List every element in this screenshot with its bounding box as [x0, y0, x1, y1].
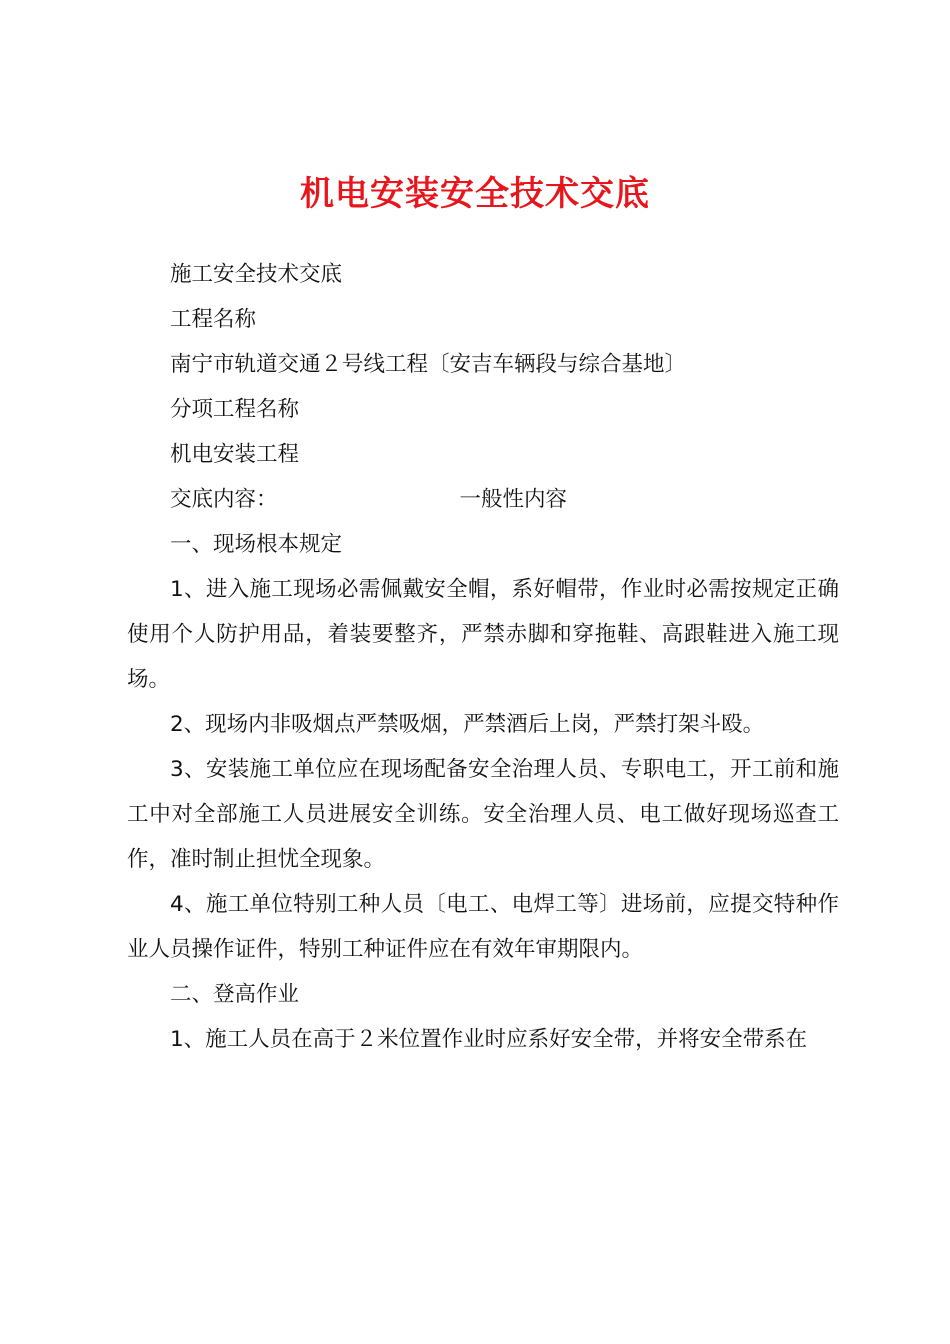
content-row	[127, 477, 839, 522]
section-heading-2: 二、登高作业	[170, 982, 300, 1007]
document-body	[127, 252, 839, 1062]
subproject-value: 机电安装工程	[170, 442, 300, 467]
section-heading-1: 一、现场根本规定	[170, 532, 343, 557]
section1-item-2: 2、现场内非吸烟点严禁吸烟，严禁酒后上岗，严禁打架斗殴。	[170, 712, 765, 737]
content-label: 交底内容：	[170, 487, 278, 512]
section1-item-4: 4、施工单位特别工种人员〔电工、电焊工等〕进场前，应提交特种作业人员操作证件，特别工种证件应在有效年审期限内。	[127, 892, 839, 962]
project-label: 工程名称	[170, 307, 257, 332]
section1-item-1: 1、进入施工现场必需佩戴安全帽，系好帽带，作业时必需按规定正确使用个人防护用品，着装要整齐，严禁赤脚和穿拖鞋、高跟鞋进入施工现场。	[127, 577, 839, 692]
document-title: 机电安装安全技术交底	[300, 174, 650, 214]
section1-item-3: 3、安装施工单位应在现场配备安全治理人员、专职电工，开工前和施工中对全部施工人员进展安全训练。安全治理人员、电工做好现场巡查工作，准时制止担忧全现象。	[127, 757, 839, 872]
header-line: 施工安全技术交底	[170, 262, 343, 287]
section2-item-1: 1、施工人员在高于２米位置作业时应系好安全带，并将安全带系在	[170, 1027, 808, 1052]
subproject-label: 分项工程名称	[170, 397, 300, 422]
content-value: 一般性内容	[459, 487, 568, 512]
project-value: 南宁市轨道交通２号线工程〔安吉车辆段与综合基地〕	[170, 352, 687, 377]
